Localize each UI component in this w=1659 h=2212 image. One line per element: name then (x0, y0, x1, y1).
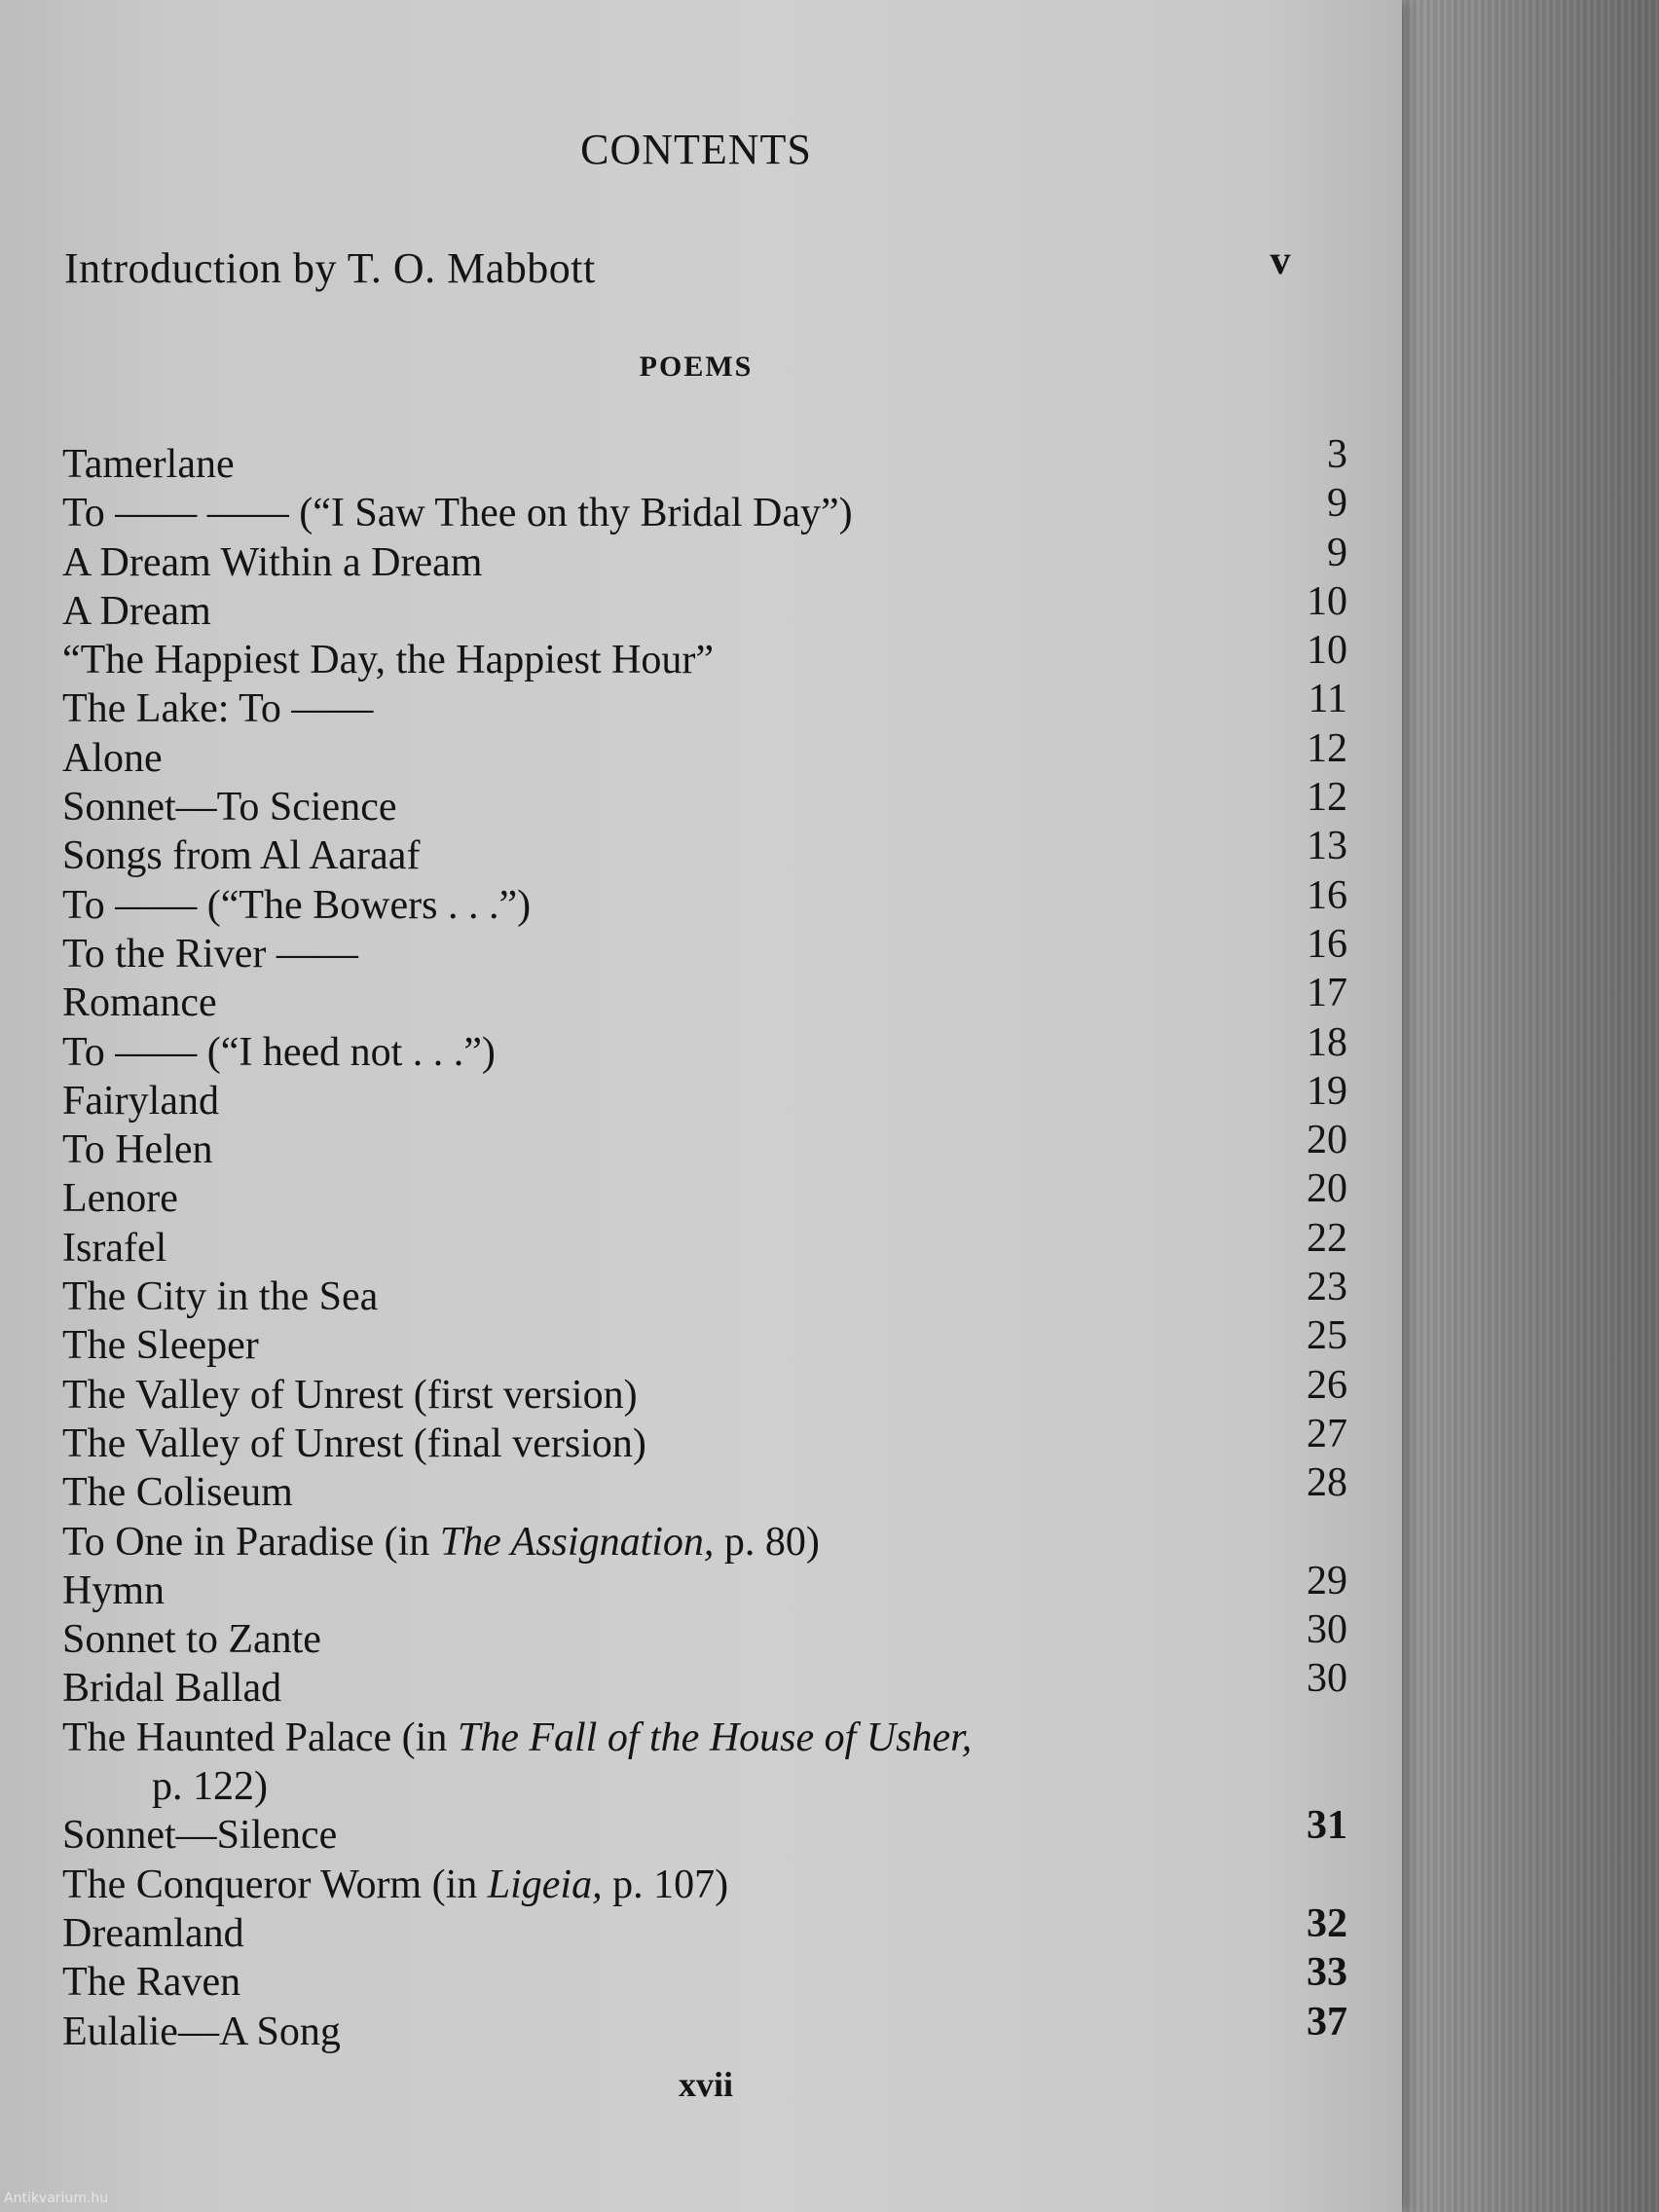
toc-entry (62, 1518, 1347, 1567)
toc-entry-page-number: 12 (1307, 725, 1347, 771)
page-folio: xvii (678, 2065, 733, 2104)
toc-entry (62, 1166, 1347, 1223)
toc-entry (62, 872, 1347, 930)
toc-entry (62, 578, 1347, 636)
toc-entry-page-number: 10 (1307, 628, 1347, 674)
toc-entry-title: The Sleeper (62, 1323, 259, 1369)
toc-entry (62, 1656, 1347, 1713)
toc-entry (62, 971, 1347, 1027)
toc-entry-title (62, 1861, 728, 1909)
toc-entry (62, 1950, 1347, 2007)
toc-entry (62, 1265, 1347, 1321)
table-of-contents (62, 432, 1347, 2056)
toc-entry-title: Eulalie—A Song (62, 2009, 341, 2054)
toc-entry-title: Lenore (62, 1176, 178, 1222)
toc-entry (62, 1762, 1347, 1811)
toc-entry (62, 1607, 1347, 1664)
toc-entry-title: Dreamland (62, 1910, 244, 1956)
toc-entry-page-number: 32 (1307, 1900, 1347, 1946)
toc-entry-title-italic: Ligeia, (487, 1862, 603, 1907)
toc-entry-page-number: 9 (1327, 481, 1347, 527)
toc-entry (62, 530, 1347, 587)
toc-entry-title: Bridal Ballad (62, 1666, 282, 1712)
toc-entry (62, 725, 1347, 783)
toc-entry-page-number: 25 (1307, 1313, 1347, 1359)
toc-entry-title: Israfel (62, 1225, 167, 1271)
toc-entry-page-number: 30 (1307, 1656, 1347, 1702)
toc-entry-title: The Valley of Unrest (final version) (62, 1420, 646, 1466)
toc-entry-page-number: 28 (1307, 1460, 1347, 1506)
toc-entry (62, 1861, 1347, 1909)
section-heading-poems: POEMS (639, 350, 754, 383)
toc-entry-page-number: 31 (1307, 1803, 1347, 1849)
toc-entry (62, 1362, 1347, 1419)
toc-entry-page-number: 13 (1307, 824, 1347, 869)
toc-entry (62, 1558, 1347, 1615)
toc-entry-page-number: 22 (1307, 1215, 1347, 1261)
toc-entry-page-number: 20 (1307, 1118, 1347, 1163)
toc-entry-page-number: 16 (1307, 872, 1347, 918)
toc-entry-title: Alone (62, 735, 163, 781)
toc-entry (62, 1068, 1347, 1125)
toc-entry-title: The City in the Sea (62, 1274, 379, 1320)
introduction-title: Introduction by T. O. Mabbott (64, 244, 596, 292)
toc-entry-title: Songs from Al Aaraaf (62, 833, 421, 879)
toc-entry-title: Hymn (62, 1567, 165, 1613)
toc-entry-title: The Valley of Unrest (first version) (62, 1372, 638, 1418)
toc-entry-page-number: 17 (1307, 971, 1347, 1016)
toc-entry-page-number: 16 (1307, 921, 1347, 967)
toc-entry-title: Fairyland (62, 1078, 219, 1124)
toc-entry-title-text: To One in Paradise (in (62, 1519, 440, 1565)
toc-entry-title: The Raven (62, 1960, 241, 2006)
watermark: Antikvarium.hu (4, 2191, 109, 2206)
toc-entry-title: To the River —— (62, 931, 358, 977)
toc-entry-title (62, 1518, 820, 1567)
toc-entry (62, 432, 1347, 489)
toc-entry-page-number: 30 (1307, 1607, 1347, 1653)
toc-entry (62, 921, 1347, 978)
toc-entry-title: The Coliseum (62, 1470, 293, 1516)
toc-entry (62, 1999, 1347, 2056)
toc-entry-title: The Lake: To —— (62, 686, 374, 732)
toc-entry (62, 775, 1347, 831)
introduction-entry (64, 239, 1338, 298)
toc-entry (62, 824, 1347, 880)
toc-entry-page-number: 10 (1307, 578, 1347, 624)
toc-entry (62, 1460, 1347, 1517)
toc-entry (62, 481, 1347, 537)
toc-entry-title: Tamerlane (62, 442, 235, 487)
toc-entry-page-number: 12 (1307, 775, 1347, 821)
toc-entry-page-number: 18 (1307, 1019, 1347, 1065)
toc-entry-title: To Helen (62, 1127, 213, 1173)
introduction-page-number: v (1270, 239, 1291, 283)
toc-entry (62, 1803, 1347, 1860)
toc-entry (62, 1215, 1347, 1272)
toc-entry-page-number: 19 (1307, 1068, 1347, 1114)
toc-entry-page-number: 29 (1307, 1558, 1347, 1604)
toc-entry-title-text: p. 107) (602, 1862, 729, 1907)
toc-entry-page-number: 9 (1327, 530, 1347, 575)
toc-entry-page-number: 3 (1327, 432, 1347, 477)
toc-entry-title-text: The Haunted Palace (in (62, 1714, 458, 1760)
toc-entry (62, 628, 1347, 684)
toc-entry-title: To —— (“I heed not . . .”) (62, 1029, 496, 1075)
toc-entry-title: Sonnet to Zante (62, 1617, 321, 1663)
toc-entry-page-number: 20 (1307, 1166, 1347, 1212)
toc-entry-page-number: 23 (1307, 1265, 1347, 1310)
toc-entry-title: Sonnet—Silence (62, 1813, 338, 1859)
toc-entry-title-text: The Conqueror Worm (in (62, 1862, 488, 1907)
toc-entry-title: Romance (62, 980, 217, 1026)
toc-entry (62, 1118, 1347, 1174)
toc-entry-page-number: 26 (1307, 1362, 1347, 1408)
toc-entry-page-number: 27 (1307, 1411, 1347, 1456)
page-heading: CONTENTS (580, 126, 812, 173)
toc-entry (62, 677, 1347, 733)
toc-entry (62, 1313, 1347, 1370)
toc-entry-page-number: 11 (1308, 677, 1347, 722)
toc-entry-title: A Dream Within a Dream (62, 539, 483, 585)
toc-entry-page-number: 33 (1307, 1950, 1347, 1996)
toc-entry-title-italic: The Assignation, (439, 1519, 715, 1565)
toc-entry (62, 1714, 1347, 1762)
toc-entry-title-text: p. 80) (714, 1519, 820, 1565)
adjacent-page-edge (1382, 0, 1659, 2212)
toc-entry-title: “The Happiest Day, the Happiest Hour” (62, 638, 715, 683)
toc-entry (62, 1411, 1347, 1468)
toc-entry (62, 1019, 1347, 1077)
toc-entry (62, 1900, 1347, 1958)
toc-entry-title: p. 122) (152, 1764, 268, 1810)
toc-entry-title: A Dream (62, 588, 211, 634)
toc-entry-title (62, 1714, 972, 1762)
toc-entry-title: Sonnet—To Science (62, 785, 397, 830)
toc-entry-page-number: 37 (1307, 1999, 1347, 2045)
toc-entry-title-italic: The Fall of the House of Usher, (457, 1714, 973, 1760)
toc-entry-title: To —— (“The Bowers . . .”) (62, 882, 532, 928)
toc-entry-title: To —— —— (“I Saw Thee on thy Bridal Day”) (62, 491, 853, 536)
